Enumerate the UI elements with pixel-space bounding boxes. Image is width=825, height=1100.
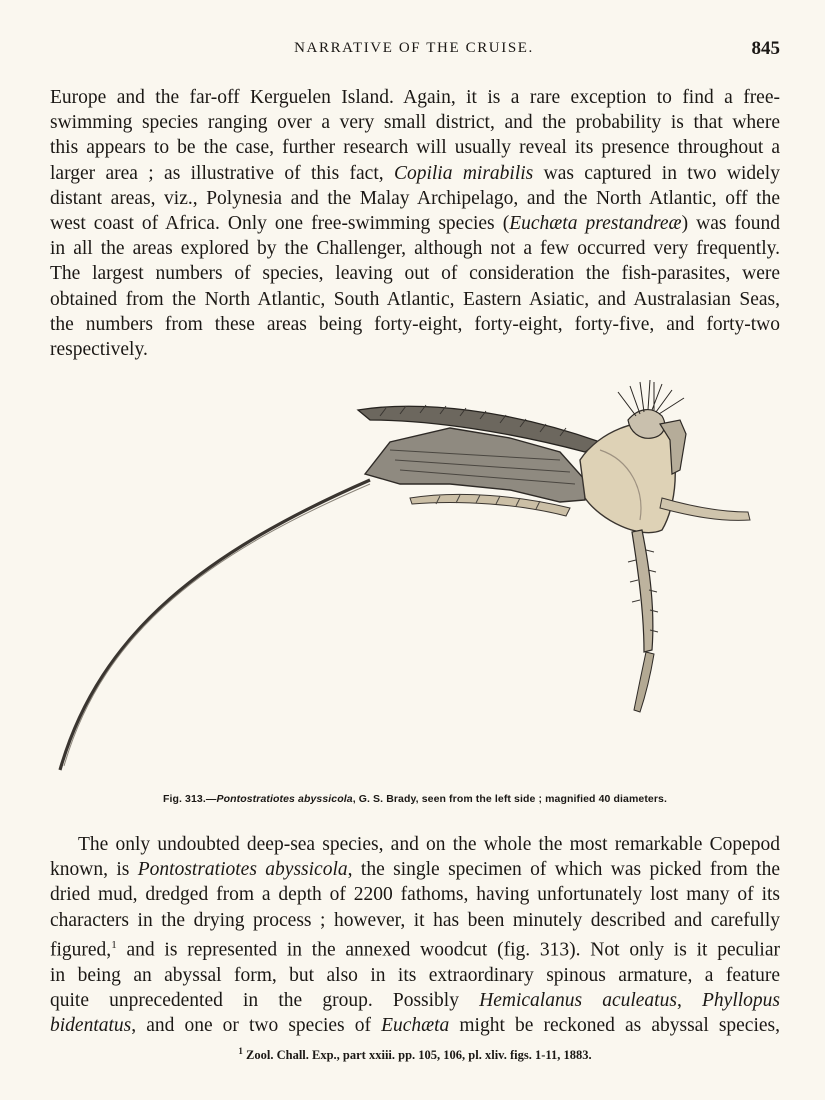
caudal-seta xyxy=(60,480,370,770)
species-name: Copilia mirabilis xyxy=(393,162,534,184)
text-run: the numbers from these areas being forty-eight, forty-eight, forty-five, and forty-two xyxy=(50,313,780,335)
running-title: NARRATIVE OF THE CRUISE. xyxy=(294,40,534,56)
text-run: known, is xyxy=(50,859,138,881)
text-run: in being an abyssal form, but also in its extraordinary spinous armature, a feature xyxy=(50,964,780,986)
copepod-woodcut-svg xyxy=(40,380,780,780)
text-run: , the single specimen of which was picked from the xyxy=(347,859,780,881)
text-line xyxy=(50,988,780,1013)
copepod-illustration xyxy=(40,380,780,780)
species-name: Euchæta prestandreæ xyxy=(509,213,682,235)
footnote-marker: 1 xyxy=(238,1046,243,1056)
footnote-text: Zool. Chall. Exp., part xxiii. pp. 105, 106, pl. xliv. figs. 1-11, 1883. xyxy=(242,1048,592,1063)
text-run: characters in the drying process ; however, it has been minutely described and carefully xyxy=(50,909,780,931)
text-run: in all the areas explored by the Challenger, although not a few occurred very frequently. xyxy=(50,238,780,260)
text-line xyxy=(50,908,780,933)
text-run: might be reckoned as abyssal species, xyxy=(449,1014,781,1036)
text-run: obtained from the North Atlantic, South Atlantic, Eastern Asiatic, and Australasian Seas, xyxy=(50,288,780,310)
text-line xyxy=(50,832,780,857)
text-line xyxy=(50,261,780,286)
caudal-seta-inner xyxy=(64,484,370,766)
text-line xyxy=(50,211,780,236)
text-run: , xyxy=(676,989,702,1011)
text-run: Europe and the far-off Kerguelen Island. Again, it is a rare exception to find a free- xyxy=(50,87,780,108)
species-name: Hemicalanus aculeatus xyxy=(479,989,677,1011)
text-run: distant areas, viz., Polynesia and the Malay Archipelago, and the North Atlantic, off the xyxy=(50,187,780,209)
text-run: ) was found xyxy=(681,213,780,235)
text-line xyxy=(50,186,780,211)
text-line xyxy=(50,1013,780,1038)
caption-label: Fig. 313.— xyxy=(162,793,217,805)
text-line xyxy=(50,236,780,261)
text-line xyxy=(50,933,780,963)
cephalothorax xyxy=(580,423,675,533)
text-run: respectively. xyxy=(50,339,148,361)
text-line xyxy=(50,337,780,362)
text-run: and is represented in the annexed woodcut (fig. 313). Not only is it peculiar xyxy=(116,939,780,961)
species-name: Pontostratiotes abyssicola xyxy=(137,859,348,881)
paragraph-1 xyxy=(50,85,780,362)
text-run: figured, xyxy=(50,939,112,961)
footnote-marker: 1 xyxy=(111,938,117,951)
text-line xyxy=(50,85,780,110)
text-line xyxy=(50,135,780,160)
caption-species: Pontostratiotes abyssicola xyxy=(216,793,353,805)
lower-leg xyxy=(634,652,654,712)
page-number: 845 xyxy=(751,38,780,59)
text-line xyxy=(50,312,780,337)
text-line xyxy=(50,110,780,135)
text-run: was captured in two widely xyxy=(533,162,780,184)
antenna-right xyxy=(660,498,750,520)
text-run: larger area ; as illustrative of this fact, xyxy=(50,162,394,184)
species-name: Phyllopus xyxy=(702,989,780,1011)
text-line xyxy=(50,161,780,186)
text-run: quite unprecedented in the group. Possibly xyxy=(50,989,480,1011)
text-run: west coast of Africa. Only one free-swimming species ( xyxy=(50,213,510,235)
text-run: , and one or two species of xyxy=(131,1014,382,1036)
footnote xyxy=(50,1046,780,1063)
species-name: bidentatus xyxy=(50,1014,132,1036)
species-name: Euchæta xyxy=(381,1014,450,1036)
text-run: swimming species ranging over a very small district, and the probability is that where xyxy=(50,112,780,134)
running-head xyxy=(48,38,780,62)
text-run: this appears to be the case, further research will usually reveal its presence throughout a xyxy=(50,137,780,159)
text-run: The largest numbers of species, leaving out of consideration the fish-parasites, were xyxy=(50,263,780,285)
text-line xyxy=(50,963,780,988)
text-run: dried mud, dredged from a depth of 2200 fathoms, having unfortunately lost many of its xyxy=(50,884,780,906)
caption-text: , G. S. Brady, seen from the left side ; magnified 40 diameters. xyxy=(352,793,668,805)
text-line xyxy=(50,287,780,312)
text-line xyxy=(50,882,780,907)
figure-caption xyxy=(50,793,780,805)
hanging-leg xyxy=(632,530,653,652)
text-line xyxy=(50,857,780,882)
text-run: The only undoubted deep-sea species, and on the whole the most remarkable Copepod xyxy=(78,834,780,855)
paragraph-2 xyxy=(50,832,780,1038)
